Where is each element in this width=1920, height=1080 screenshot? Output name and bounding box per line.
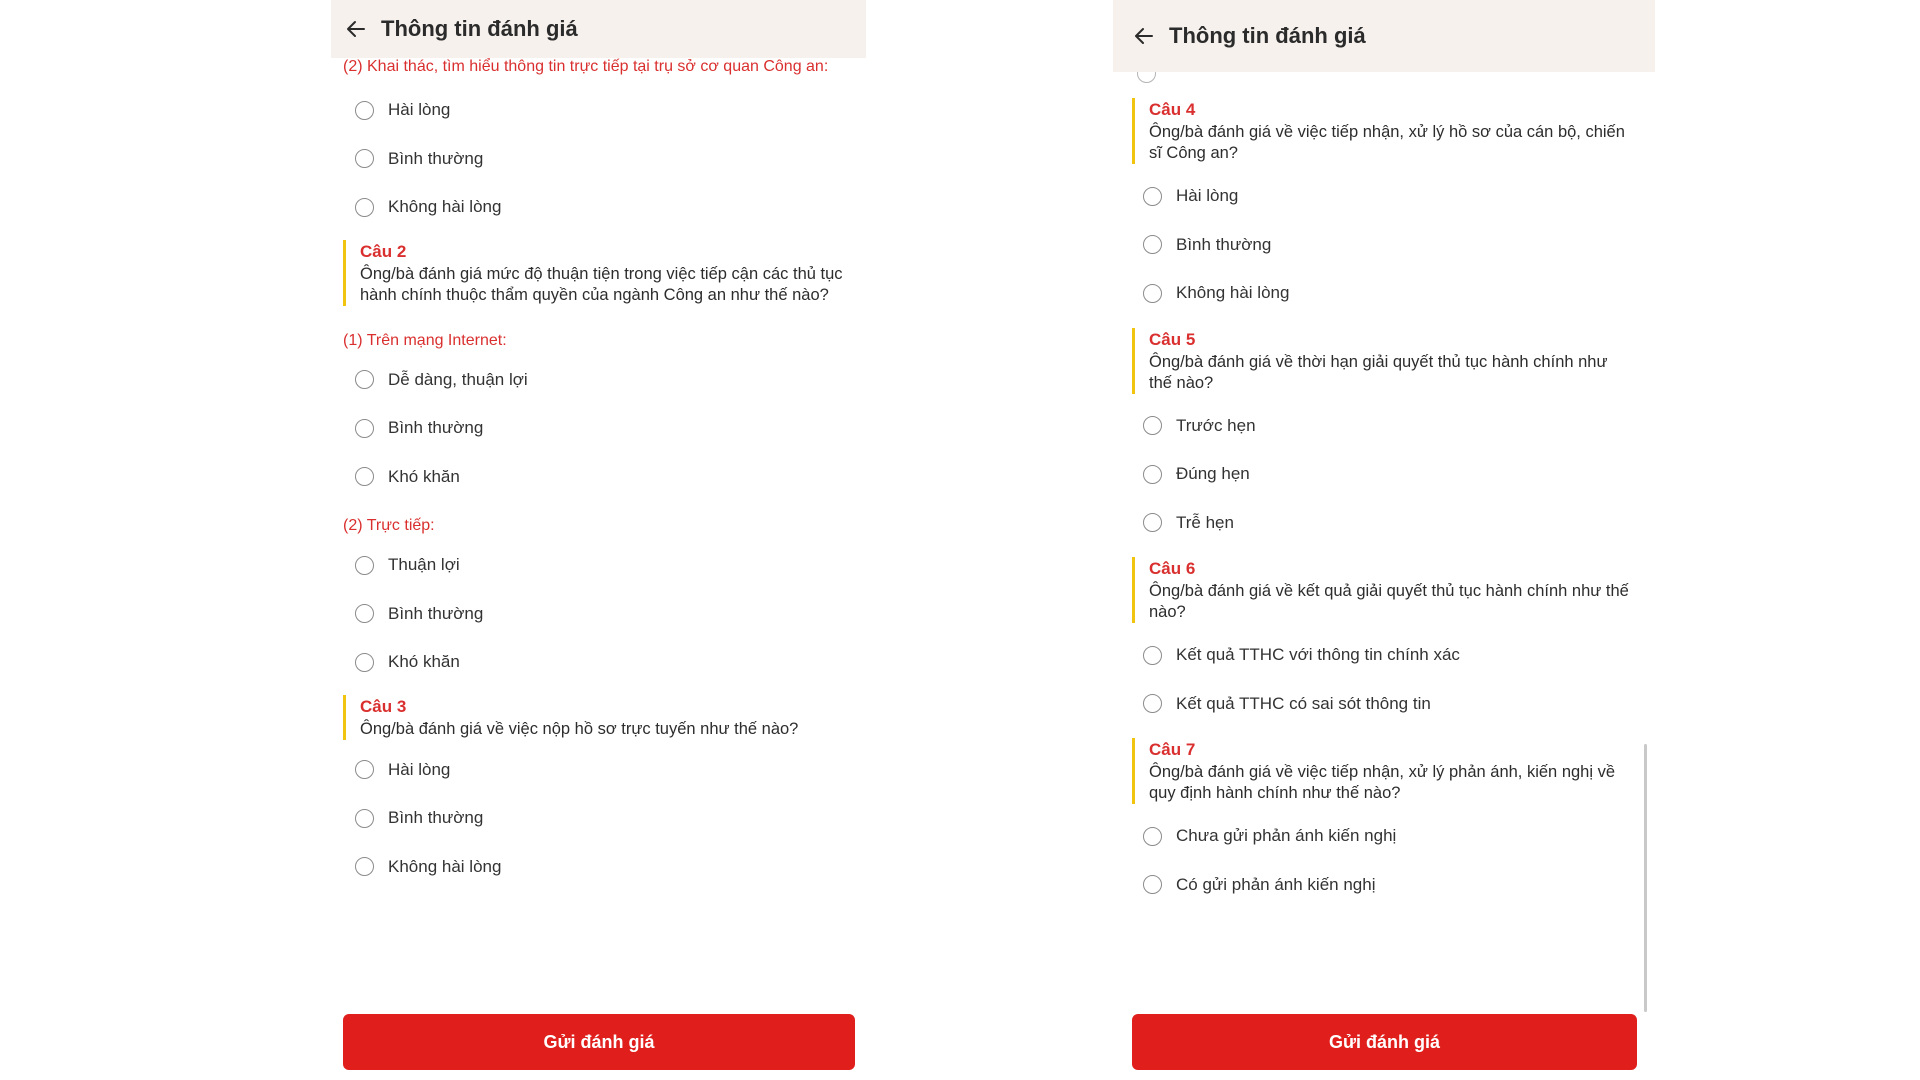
radio-button[interactable] [355,556,374,575]
radio-button[interactable] [355,467,374,486]
question-title: Câu 6 [1149,559,1196,578]
radio-option[interactable] [331,404,866,453]
option-label: Bình thường [1176,234,1272,254]
radio-option[interactable] [331,794,866,843]
option-label: Không hài lòng [388,856,502,876]
radio-option[interactable] [1113,221,1655,270]
sub-question-label: (2) Khai thác, tìm hiểu thông tin trực tiếp tại trụ sở cơ quan Công an: [343,58,829,75]
back-arrow-icon[interactable] [345,18,367,40]
option-label: Hài lòng [388,100,451,120]
page-title: Thông tin đánh giá [1169,23,1366,48]
radio-option[interactable] [1113,631,1655,680]
question-text: Ông/bà đánh giá về kết quả giải quyết thủ tục hành chính như thế nào? [1149,582,1629,621]
radio-option[interactable] [1113,680,1655,729]
radio-option[interactable] [331,356,866,405]
option-label: Hài lòng [388,759,451,779]
option-label: Trước hẹn [1176,415,1256,435]
question-block [1132,328,1655,394]
question-title: Câu 5 [1149,329,1196,349]
radio-button[interactable] [355,149,374,168]
sub-question-label: (2) Trực tiếp: [343,517,435,534]
question-block [1132,738,1655,804]
option-label: Hài lòng [1176,186,1239,206]
radio-button[interactable] [1143,416,1162,435]
submit-rating-button[interactable]: Gửi đánh giá [1132,1014,1637,1070]
radio-option[interactable] [1113,402,1655,451]
question-text: Ông/bà đánh giá mức độ thuận tiện trong việc tiếp cận các thủ tục hành chính thuộc thẩm quyền của ngành Công an như thế nào? [360,264,843,304]
question-block [1132,98,1655,164]
question-block [1132,557,1655,623]
radio-button[interactable] [355,760,374,779]
option-label: Thuận lợi [388,555,460,575]
page-title: Thông tin đánh giá [381,16,578,41]
option-label: Dễ dàng, thuận lợi [388,369,528,389]
radio-option[interactable] [331,638,866,687]
survey-content [1113,72,1655,909]
radio-button[interactable] [1143,187,1162,206]
radio-option[interactable] [1113,861,1655,910]
option-label: Khó khăn [388,466,460,486]
radio-button[interactable] [355,604,374,623]
radio-option[interactable] [331,541,866,590]
radio-button[interactable] [355,419,374,438]
radio-option[interactable] [331,86,866,135]
radio-button[interactable] [1143,465,1162,484]
option-label: Bình thường [388,418,484,438]
sub-question-label: (1) Trên mạng Internet: [343,331,507,349]
question-text: Ông/bà đánh giá về việc tiếp nhận, xử lý hồ sơ của cán bộ, chiến sĩ Công an? [1149,123,1625,162]
radio-button[interactable] [1143,875,1162,894]
radio-option[interactable] [1113,269,1655,318]
question-title: Câu 7 [1149,740,1196,759]
submit-rating-button[interactable]: Gửi đánh giá [343,1014,855,1070]
question-text: Ông/bà đánh giá về việc tiếp nhận, xử lý phản ánh, kiến nghị về quy định hành chính như thế nào? [1149,763,1616,802]
radio-button[interactable] [355,198,374,217]
radio-button[interactable] [1143,235,1162,254]
radio-button[interactable] [355,857,374,876]
right-screen [1113,0,1655,1080]
left-screen [331,0,866,1080]
option-label: Đúng hẹn [1176,464,1250,484]
radio-option[interactable] [1113,172,1655,221]
radio-button[interactable] [355,370,374,389]
radio-button[interactable] [355,809,374,828]
option-label: Trễ hẹn [1176,512,1234,532]
question-title: Câu 4 [1149,100,1196,119]
radio-option[interactable] [1113,450,1655,499]
question-title: Câu 2 [360,241,407,261]
option-label: Khó khăn [388,652,460,672]
radio-option[interactable] [331,183,866,232]
option-label: Không hài lòng [1176,283,1290,303]
radio-option[interactable] [331,453,866,502]
radio-button[interactable] [1143,284,1162,303]
option-label: Bình thường [388,603,484,623]
radio-option[interactable] [1113,499,1655,548]
option-label: Kết quả TTHC có sai sót thông tin [1176,693,1431,713]
radio-option[interactable] [1113,812,1655,861]
option-label: Chưa gửi phản ánh kiến nghị [1176,826,1397,846]
radio-button[interactable] [355,653,374,672]
option-label: Không hài lòng [388,197,502,217]
radio-option[interactable] [331,746,866,795]
radio-button[interactable] [1143,513,1162,532]
question-block [343,240,866,306]
option-label: Bình thường [388,808,484,828]
radio-button[interactable] [1143,694,1162,713]
radio-button[interactable] [355,101,374,120]
radio-button[interactable] [1143,827,1162,846]
radio-button[interactable] [1143,646,1162,665]
option-label: Bình thường [388,148,484,168]
radio-option[interactable] [331,843,866,892]
question-text: Ông/bà đánh giá về thời hạn giải quyết thủ tục hành chính như thế nào? [1149,352,1608,392]
radio-option[interactable] [331,135,866,184]
question-text: Ông/bà đánh giá về việc nộp hồ sơ trực tuyến như thế nào? [360,719,799,738]
radio-option[interactable] [331,590,866,639]
survey-content [331,56,866,891]
scrollbar[interactable] [1644,744,1647,1012]
option-label: Có gửi phản ánh kiến nghị [1176,874,1376,894]
header [331,0,866,58]
question-title: Câu 3 [360,696,407,716]
option-label: Kết quả TTHC với thông tin chính xác [1176,645,1460,665]
header [1113,0,1655,72]
back-arrow-icon[interactable] [1133,25,1155,47]
question-block [343,695,866,740]
